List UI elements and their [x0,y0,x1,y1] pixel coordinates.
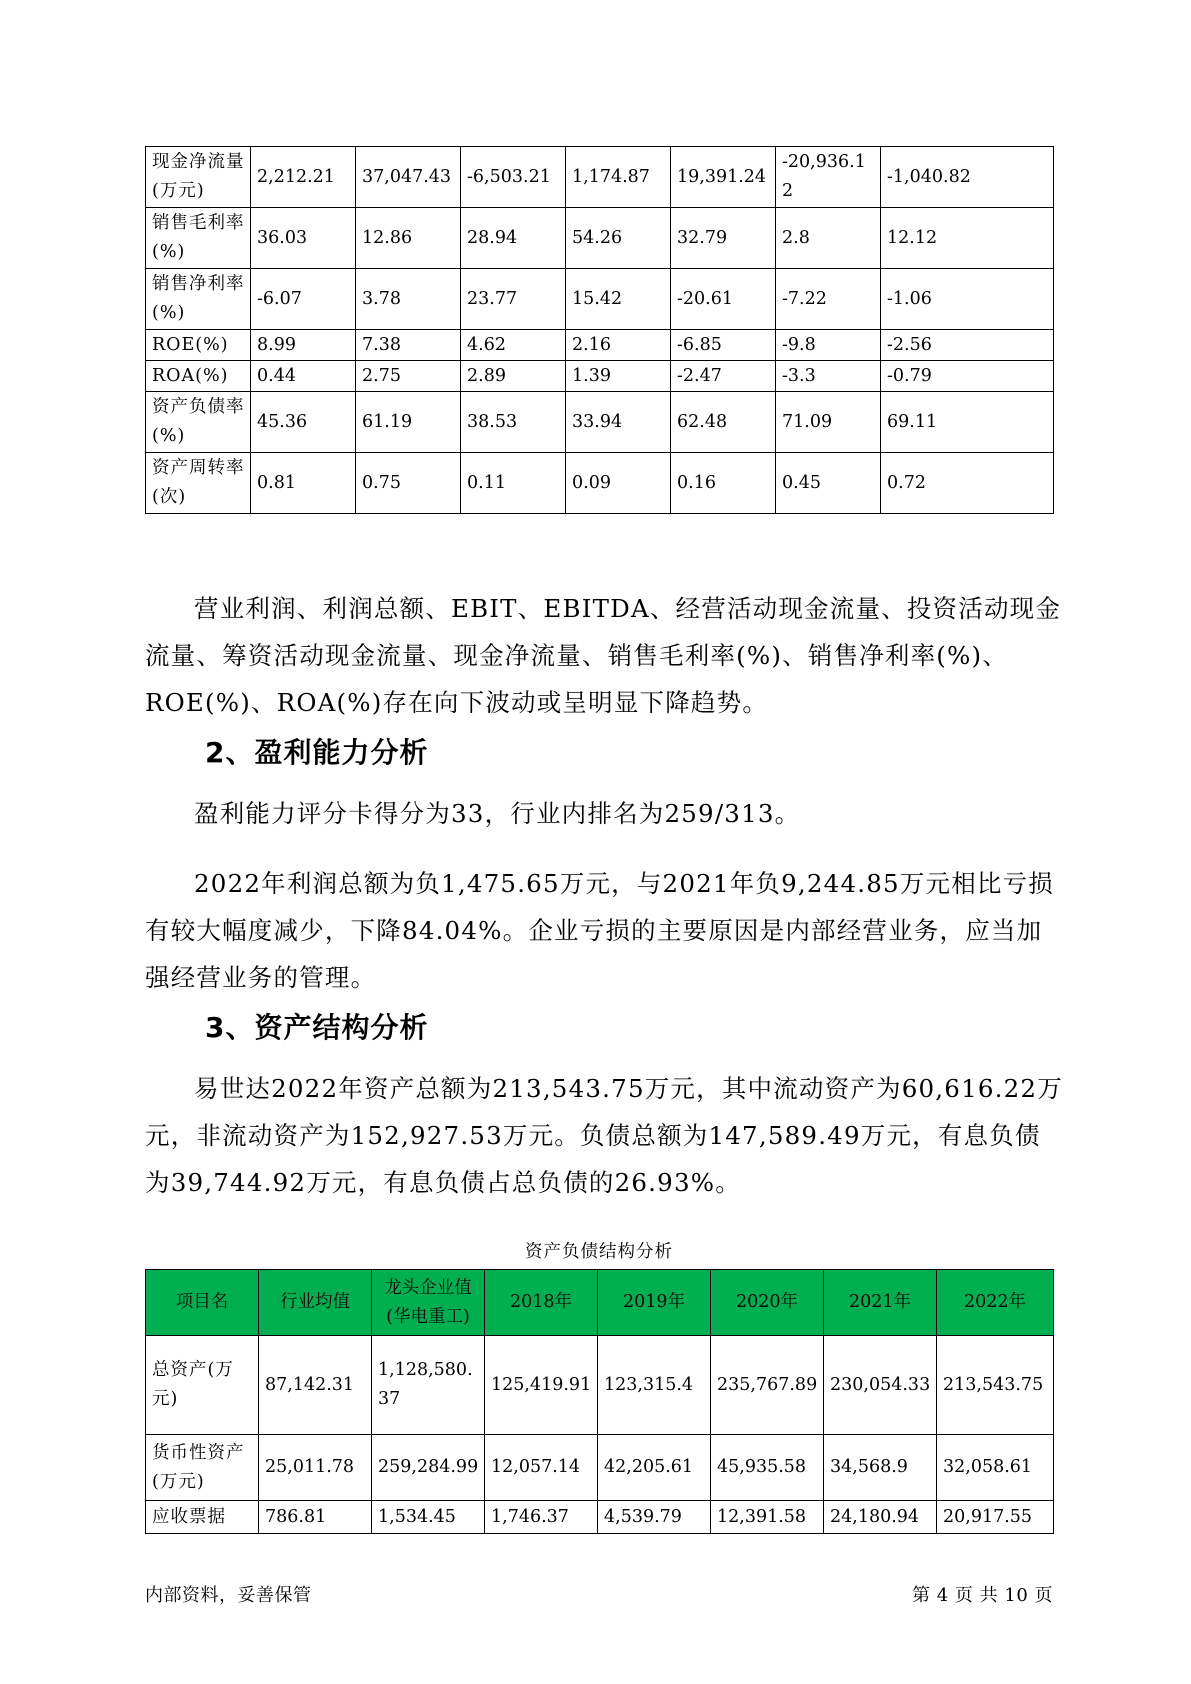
row-label: ROE(%) [146,330,251,361]
table-cell: 37,047.43 [356,147,461,208]
table-cell: 1,174.87 [566,147,671,208]
row-label: 应收票据 [146,1501,259,1534]
table-cell: 259,284.99 [372,1435,485,1501]
table-row [146,453,1054,514]
table-cell: 2.89 [461,361,566,392]
row-label: 销售净利率(%) [146,269,251,330]
table-cell: -6.85 [671,330,776,361]
table-cell: 0.81 [251,453,356,514]
table-row [146,269,1054,330]
footer-page-number: 第 4 页 共 10 页 [912,1585,1053,1606]
table-cell: -2.47 [671,361,776,392]
table-cell: 2.8 [776,208,881,269]
table-row [146,1336,1054,1435]
column-header: 2018年 [485,1270,598,1336]
table-cell: 1,534.45 [372,1501,485,1534]
row-label: 货币性资产(万元) [146,1435,259,1501]
table-row [146,361,1054,392]
table-cell: -0.79 [881,361,1054,392]
table-cell: -6.07 [251,269,356,330]
table-cell: 1.39 [566,361,671,392]
column-header: 2019年 [598,1270,711,1336]
table-cell: -3.3 [776,361,881,392]
table-cell: 213,543.75 [937,1336,1054,1435]
row-label: 资产负债率(%) [146,392,251,453]
table-cell: 45,935.58 [711,1435,824,1501]
row-label: ROA(%) [146,361,251,392]
table-cell: 62.48 [671,392,776,453]
financial-indicators-table [145,146,1054,514]
table-cell: 0.45 [776,453,881,514]
row-label: 资产周转率(次) [146,453,251,514]
table-cell: 15.42 [566,269,671,330]
table-cell: -2.56 [881,330,1054,361]
table-cell: -20.61 [671,269,776,330]
table-cell: 0.09 [566,453,671,514]
table-cell: 3.78 [356,269,461,330]
table-cell: 123,315.4 [598,1336,711,1435]
row-label: 总资产(万元) [146,1336,259,1435]
table-cell: 0.75 [356,453,461,514]
table-cell: 4,539.79 [598,1501,711,1534]
table-cell: 45.36 [251,392,356,453]
table-row [146,330,1054,361]
row-label: 销售毛利率(%) [146,208,251,269]
table-cell: 7.38 [356,330,461,361]
table-cell: 61.19 [356,392,461,453]
table-cell: -1,040.82 [881,147,1054,208]
profitability-score-paragraph: 盈利能力评分卡得分为33，行业内排名为259/313。 [194,799,801,828]
table-cell: 235,767.89 [711,1336,824,1435]
table-cell: 12,057.14 [485,1435,598,1501]
table-cell: 125,419.91 [485,1336,598,1435]
table-cell: 24,180.94 [824,1501,937,1534]
table-cell: 1,746.37 [485,1501,598,1534]
table-cell: 71.09 [776,392,881,453]
table-cell: 42,205.61 [598,1435,711,1501]
table-cell: -9.8 [776,330,881,361]
table-cell: 12.12 [881,208,1054,269]
table-cell: 2.75 [356,361,461,392]
column-header: 龙头企业值(华电重工) [372,1270,485,1336]
table-cell: 36.03 [251,208,356,269]
table-cell: 2.16 [566,330,671,361]
table-cell: 25,011.78 [259,1435,372,1501]
table-cell: 28.94 [461,208,566,269]
table-cell: 12,391.58 [711,1501,824,1534]
table-cell: 0.11 [461,453,566,514]
profit-analysis-paragraph: 2022年利润总额为负1,475.65万元，与2021年负9,244.85万元相比亏损有较大幅度减少，下降84.04%。企业亏损的主要原因是内部经营业务，应当加强经营业务的管理。 [145,869,1055,992]
table-cell: 23.77 [461,269,566,330]
asset-structure-paragraph: 易世达2022年资产总额为213,543.75万元，其中流动资产为60,616.22万元，非流动资产为152,927.53万元。负债总额为147,589.49万元，有息负债为39,744.92万元，有息负债占总负债的26.93%。 [145,1074,1063,1197]
table-header-row [146,1270,1054,1336]
table-cell: -1.06 [881,269,1054,330]
table-cell: 2,212.21 [251,147,356,208]
table-row [146,208,1054,269]
table-cell: 12.86 [356,208,461,269]
table-cell: 34,568.9 [824,1435,937,1501]
table-cell: 87,142.31 [259,1336,372,1435]
table-cell: 33.94 [566,392,671,453]
column-header: 2020年 [711,1270,824,1336]
table-cell: 0.16 [671,453,776,514]
table-cell: 230,054.33 [824,1336,937,1435]
section-heading-profitability: 2、盈利能力分析 [205,736,429,769]
table-cell: 38.53 [461,392,566,453]
table-row [146,1435,1054,1501]
table-cell: -6,503.21 [461,147,566,208]
table-cell: 786.81 [259,1501,372,1534]
column-header: 2022年 [937,1270,1054,1336]
table-cell: 19,391.24 [671,147,776,208]
column-header: 2021年 [824,1270,937,1336]
table-cell: 69.11 [881,392,1054,453]
section-heading-asset-structure: 3、资产结构分析 [205,1011,429,1044]
table-cell: 32.79 [671,208,776,269]
table-cell: 32,058.61 [937,1435,1054,1501]
table-cell: -20,936.12 [776,147,881,208]
table-cell: 0.72 [881,453,1054,514]
column-header: 项目名 [146,1270,259,1336]
table-cell: 1,128,580.37 [372,1336,485,1435]
trend-summary-paragraph: 营业利润、利润总额、EBIT、EBITDA、经营活动现金流量、投资活动现金流量、筹资活动现金流量、现金净流量、销售毛利率(%)、销售净利率(%)、ROE(%)、ROA(%)存在向下波动或呈明显下降趋势。 [145,594,1062,717]
table-caption: 资产负债结构分析 [525,1242,673,1262]
table-cell: 4.62 [461,330,566,361]
table-cell: -7.22 [776,269,881,330]
table-cell: 20,917.55 [937,1501,1054,1534]
table-row [146,147,1054,208]
column-header: 行业均值 [259,1270,372,1336]
table-cell: 0.44 [251,361,356,392]
row-label: 现金净流量(万元) [146,147,251,208]
table-cell: 8.99 [251,330,356,361]
table-cell: 54.26 [566,208,671,269]
footer-confidential-note: 内部资料，妥善保管 [145,1585,312,1606]
table-row [146,392,1054,453]
asset-liability-structure-table [145,1269,1054,1534]
table-row [146,1501,1054,1534]
